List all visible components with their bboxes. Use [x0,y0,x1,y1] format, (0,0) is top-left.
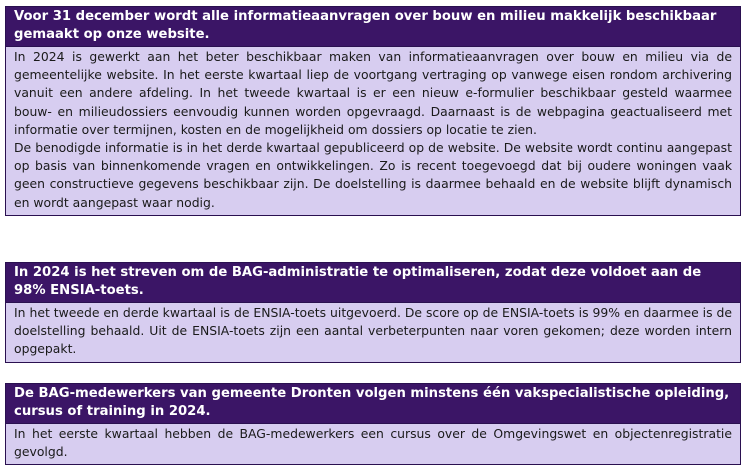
section-heading: In 2024 is het streven om de BAG-administratie te optimaliseren, zodat deze voldoet aan de 98% ENSIA-toets. [6,263,740,302]
section-heading: Voor 31 december wordt alle informatieaanvragen over bouw en milieu makkelijk beschikbaar gemaakt op onze website. [6,7,740,46]
goal-section-bag-ensia [5,262,741,363]
goal-section-website-info [5,6,741,216]
section-paragraph: De benodigde informatie is in het derde kwartaal gepubliceerd op de website. De website wordt continu aangepast op basis van binnenkomende vragen en ontwikkelingen. Zo is recent toegevoegd dat bij oudere woningen vaak geen constructieve gegevens beschikbaar zijn. De doelstelling is daarmee behaald en de website blijft dynamisch en wordt aangepast waar nodig. [14,140,732,210]
section-body [6,423,740,464]
section-paragraph: In 2024 is gewerkt aan het beter beschikbaar maken van informatieaanvragen over bouw en milieu via de gemeentelijke website. In het eerste kwartaal liep de voortgang vertraging op vanwege eisen rondom archivering vanuit een andere afdeling. In het tweede kwartaal is er een nieuw e-formulier beschikbaar gesteld waarmee bouw- en milieudossiers eenvoudig kunnen worden opgevraagd. Daarnaast is de webpagina geactualiseerd met informatie over termijnen, kosten en de mogelijkheid om dossiers op locatie te zien. [14,49,732,137]
goal-section-bag-training [5,383,741,465]
section-body [6,46,740,215]
section-paragraph: In het eerste kwartaal hebben de BAG-medewerkers een cursus over de Omgevingswet en objectenregistratie gevolgd. [14,426,732,460]
section-paragraph: In het tweede en derde kwartaal is de ENSIA-toets uitgevoerd. De score op de ENSIA-toets is 99% en daarmee is de doelstelling behaald. Uit de ENSIA-toets zijn een aantal verbeterpunten naar voren gekomen; deze worden intern opgepakt. [14,305,732,357]
section-body [6,302,740,362]
section-heading: De BAG-medewerkers van gemeente Dronten volgen minstens één vakspecialistische opleiding, cursus of training in 2024. [6,384,740,423]
